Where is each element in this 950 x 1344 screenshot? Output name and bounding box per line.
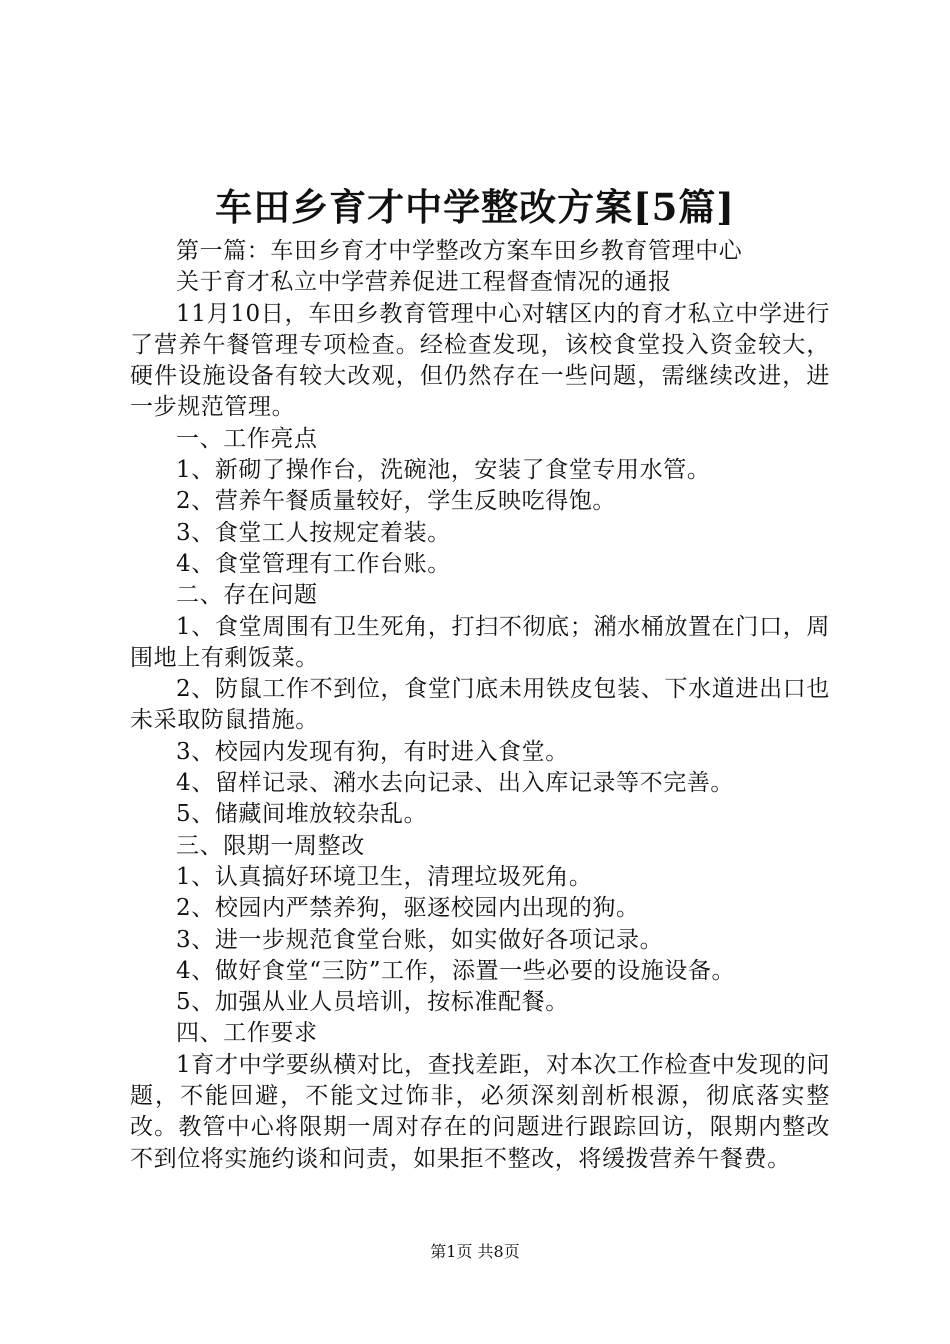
requirements-paragraph: 1育才中学要纵横对比，查找差距，对本次工作检查中发现的问题，不能回避，不能文过饰非，必须深刻剖析根源，彻底落实整改。教管中心将限期一周对存在的问题进行跟踪回访，限期内整改不到位将实施约谈和问责，如果拒不整改，将缓拨营养午餐费。	[130, 1051, 830, 1172]
list-item: 3、校园内发现有狗，有时进入食堂。	[176, 738, 569, 765]
document-body	[130, 236, 830, 1175]
list-item: 2、校园内严禁养狗，驱逐校园内出现的狗。	[176, 895, 640, 922]
list-item: 5、储藏间堆放较杂乱。	[176, 801, 428, 828]
list-item: 5、加强从业人员培训，按标准配餐。	[176, 989, 569, 1016]
list-item: 3、进一步规范食堂台账，如实做好各项记录。	[176, 926, 664, 953]
list-item: 2、防鼠工作不到位，食堂门底未用铁皮包装、下水道进出口也未采取防鼠措施。	[130, 676, 830, 734]
list-item: 1、认真搞好环境卫生，清理垃圾死角。	[176, 863, 593, 890]
list-item: 1、新砌了操作台，洗碗池，安装了食堂专用水管。	[176, 457, 711, 484]
section-heading-highlights: 一、工作亮点	[176, 425, 318, 452]
document-title: 车田乡育才中学整改方案[5篇]	[215, 185, 735, 229]
intro-paragraph: 11月10日，车田乡教育管理中心对辖区内的育才私立中学进行了营养午餐管理专项检查。经检查发现，该校食堂投入资金较大，硬件设施设备有较大改观，但仍然存在一些问题，需继续改进，进一步规范管理。	[130, 300, 830, 421]
list-item: 2、营养午餐质量较好，学生反映吃得饱。	[176, 488, 617, 515]
notice-title: 关于育才私立中学营养促进工程督查情况的通报	[176, 269, 672, 296]
list-item: 4、留样记录、潲水去向记录、出入库记录等不完善。	[176, 770, 735, 797]
section-heading-part-one: 第一篇：车田乡育才中学整改方案车田乡教育管理中心	[176, 238, 743, 264]
list-item: 1、食堂周围有卫生死角，打扫不彻底；潲水桶放置在门口，周围地上有剩饭菜。	[130, 613, 830, 671]
section-heading-requirements: 四、工作要求	[176, 1020, 318, 1047]
section-heading-rectification: 三、限期一周整改	[176, 832, 365, 859]
list-item: 4、做好食堂“三防”工作，添置一些必要的设施设备。	[176, 957, 736, 984]
list-item: 4、食堂管理有工作台账。	[176, 550, 451, 577]
page-number-footer: 第1页 共8页	[430, 1242, 520, 1261]
list-item: 3、食堂工人按规定着装。	[176, 519, 451, 546]
section-heading-problems: 二、存在问题	[176, 582, 318, 609]
